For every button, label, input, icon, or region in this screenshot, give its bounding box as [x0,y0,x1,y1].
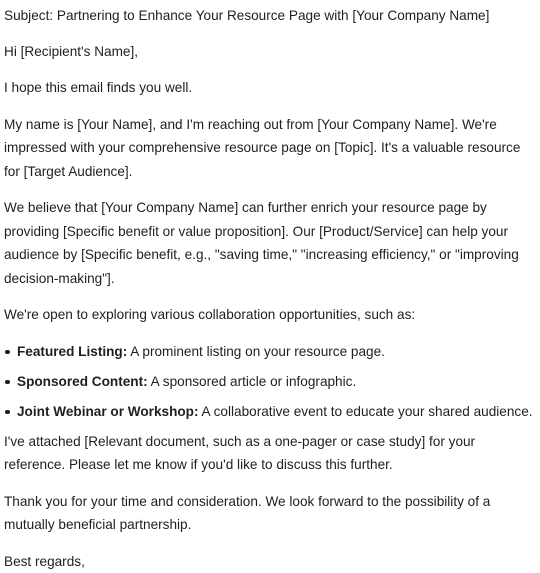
option-title: Featured Listing: [17,344,127,359]
email-value-paragraph: We believe that [Your Company Name] can further enrich your resource page by providing [Specific benefit or value proposition]. Our [Product/Service] can help your audience by [Specific benefit, e.g., "saving time," "increasing efficiency," or "improving decision-making"]. [4,196,536,290]
collaboration-options-list [4,340,536,424]
list-item [4,400,536,424]
email-options-intro: We're open to exploring various collaboration opportunities, such as: [4,303,536,327]
email-attachment-paragraph: I've attached [Relevant document, such as a one-pager or case study] for your reference. Please let me know if you'd like to discuss this further. [4,430,536,477]
email-opening: I hope this email finds you well. [4,76,536,100]
option-text: A sponsored article or infographic. [148,374,357,389]
option-title: Joint Webinar or Workshop: [17,404,199,419]
email-greeting: Hi [Recipient's Name], [4,40,536,64]
email-thanks-paragraph: Thank you for your time and consideration. We look forward to the possibility of a mutually beneficial partnership. [4,490,536,537]
email-intro-paragraph: My name is [Your Name], and I'm reaching out from [Your Company Name]. We're impressed with your comprehensive resource page on [Topic]. It's a valuable resource for [Target Audience]. [4,113,536,184]
email-signoff: Best regards, [4,550,536,573]
option-title: Sponsored Content: [17,374,148,389]
list-item [4,370,536,394]
email-subject: Subject: Partnering to Enhance Your Resource Page with [Your Company Name] [4,4,536,28]
option-text: A collaborative event to educate your shared audience. [199,404,533,419]
list-item [4,340,536,364]
option-text: A prominent listing on your resource page. [127,344,385,359]
